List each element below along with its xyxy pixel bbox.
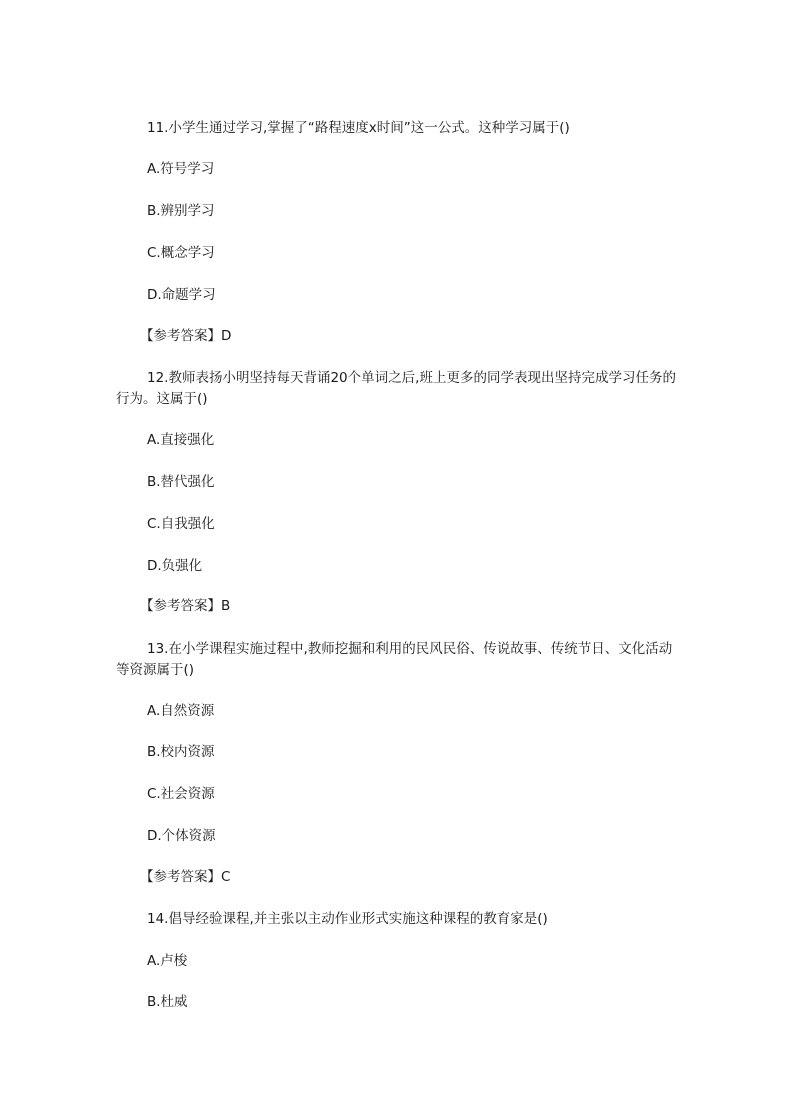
- question-11-option-d: D.命题学习: [147, 287, 216, 303]
- question-11-stem: 11.小学生通过学习,掌握了“路程速度x时间”这一公式。这种学习属于(): [147, 120, 570, 136]
- question-11-option-b: B.辨别学习: [147, 203, 215, 219]
- question-11-option-c: C.概念学习: [147, 245, 215, 261]
- question-11-option-a: A.符号学习: [147, 161, 215, 177]
- question-11-answer: 【参考答案】D: [140, 328, 232, 344]
- question-12-option-a: A.直接强化: [147, 432, 215, 448]
- question-14-stem: 14.倡导经验课程,并主张以主动作业形式实施这种课程的教育家是(): [147, 911, 548, 927]
- question-14-option-a: A.卢梭: [147, 953, 188, 969]
- question-12-answer: 【参考答案】B: [140, 598, 231, 614]
- question-12-option-b: B.替代强化: [147, 474, 215, 490]
- question-13-answer: 【参考答案】C: [140, 869, 231, 885]
- question-12-stem: 12.教师表扬小明坚持每天背诵20个单词之后,班上更多的同学表现出坚持完成学习任务的行为。这属于(): [116, 370, 676, 407]
- question-13-stem: 13.在小学课程实施过程中,教师挖掘和利用的民风民俗、传说故事、传统节日、文化活动等资源属于(): [116, 641, 673, 678]
- question-13-option-a: A.自然资源: [147, 703, 215, 719]
- question-13-option-d: D.个体资源: [147, 828, 216, 844]
- question-12-option-d: D.负强化: [147, 558, 203, 574]
- question-12-option-c: C.自我强化: [147, 516, 215, 532]
- question-13-option-c: C.社会资源: [147, 786, 215, 802]
- question-13-option-b: B.校内资源: [147, 744, 215, 760]
- question-14-option-b: B.杜威: [147, 994, 188, 1010]
